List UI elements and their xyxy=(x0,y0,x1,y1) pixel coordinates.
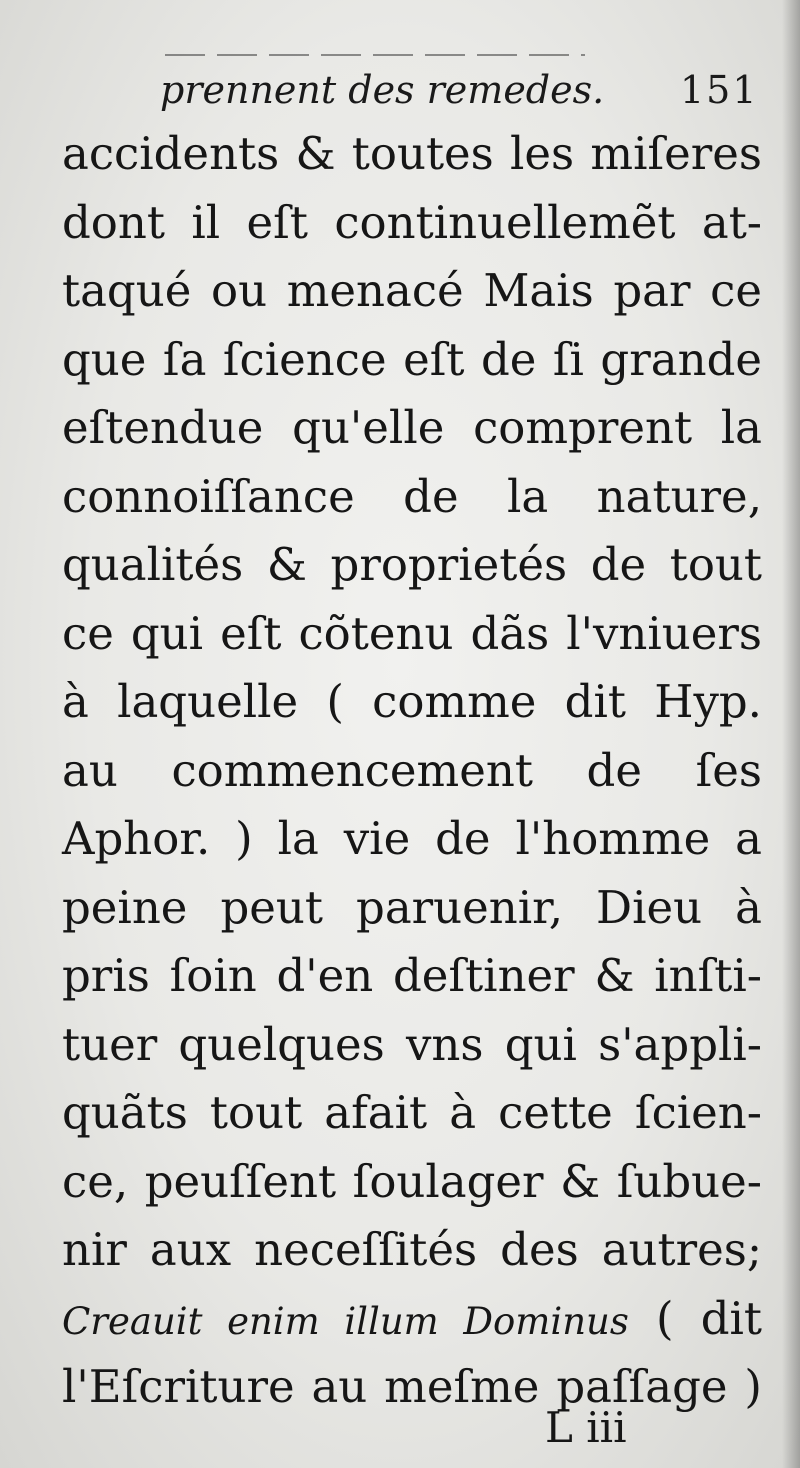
signature-mark: L iii xyxy=(545,1403,627,1452)
body-text xyxy=(62,120,762,1422)
text-line: taqué ou menacé Mais par ce xyxy=(62,264,762,317)
text-line: connoiſſance de la nature, xyxy=(62,469,762,523)
quote-attribution-open: ( dit xyxy=(656,1291,762,1345)
text-line-latin-quote xyxy=(62,1285,762,1354)
text-line: nir aux neceſſités des autres; xyxy=(62,1223,762,1276)
text-line: quãts tout afait à cette ſcien- xyxy=(62,1086,762,1139)
text-line: eſtendue qu'elle comprent la xyxy=(62,401,762,454)
header-rule xyxy=(165,54,585,56)
text-line: l'Eſcriture au meſme paſſage ) xyxy=(62,1360,762,1413)
running-head-title: prennent des remedes. xyxy=(160,68,605,112)
text-line: dont il eſt continuellemẽt at- xyxy=(62,195,762,249)
text-line: accidents & toutes les miſeres xyxy=(62,127,762,180)
text-line: que ſa ſcience eſt de ſi grande xyxy=(62,332,762,386)
latin-quote: Creauit enim illum Dominus xyxy=(62,1299,629,1343)
page-edge-shadow xyxy=(782,0,800,1468)
text-line: au commencement de ſes xyxy=(62,743,762,797)
text-line: à laquelle ( comme dit Hyp. xyxy=(62,675,762,728)
text-line: pris ſoin d'en deſtiner & inſti- xyxy=(62,949,762,1002)
text-line: peine peut paruenir, Dieu à xyxy=(62,880,762,934)
page-number: 151 xyxy=(680,68,759,112)
text-line: tuer quelques vns qui s'appli- xyxy=(62,1017,762,1071)
text-line: ce, peuſſent ſoulager & ſubue- xyxy=(62,1154,762,1208)
text-line: Aphor. ) la vie de l'homme a xyxy=(62,812,762,865)
text-line: qualités & proprietés de tout xyxy=(62,538,762,591)
text-line: ce qui eſt cõtenu dãs l'vniuers xyxy=(62,606,762,660)
